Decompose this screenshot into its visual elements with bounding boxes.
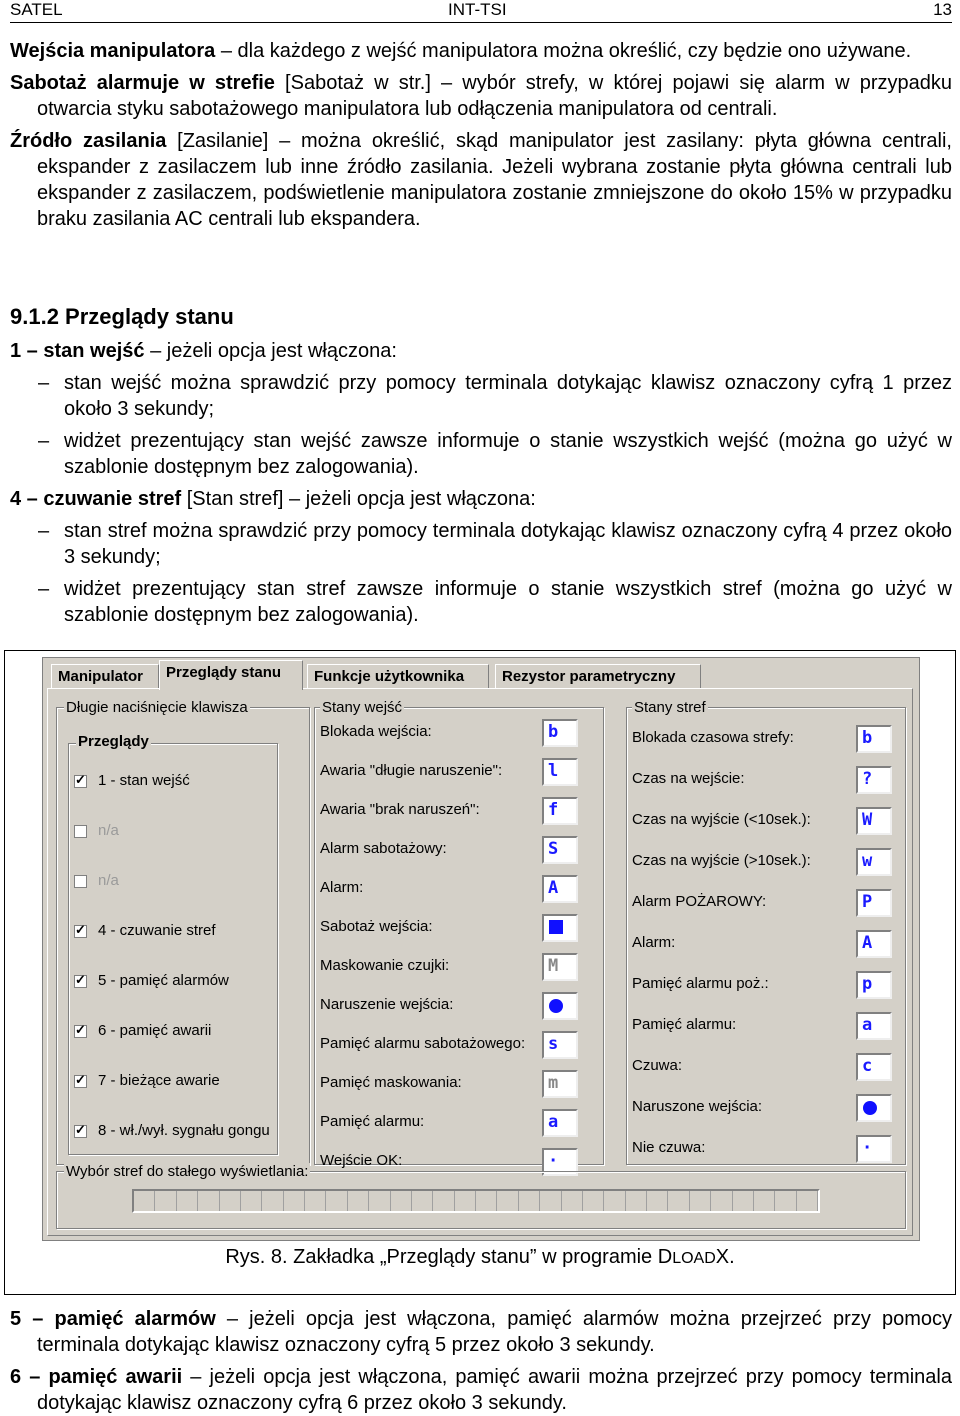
wejscia-symbol-field[interactable]: l — [542, 758, 578, 786]
partition-cell[interactable] — [391, 1191, 412, 1211]
group-stany-wejsc-label: Stany wejść — [322, 699, 403, 716]
para-zasilanie: Źródło zasilania [Zasilanie] – można określić, skąd manipulator jest zasilany: płyta główna centrali, ekspander z zasilaczem lub inne źródło zasilania. Jeżeli wybrana zostanie płyta główna centrali lub ekspander z zasilaczem, podświetlenie manipulatora zostanie zmniejszone do około 15% w przypadku braku zasilania AC centrali lub ekspandera. — [10, 130, 952, 230]
partition-strip[interactable] — [132, 1189, 820, 1213]
strefy-state-label: Czas na wyjście (>10sek.): — [632, 852, 811, 869]
checkbox-label: 5 - pamięć alarmów — [98, 972, 229, 989]
wejscia-symbol-field[interactable] — [542, 992, 578, 1020]
partition-cell[interactable] — [262, 1191, 283, 1211]
group-przeglady-label: Przeglądy — [78, 733, 149, 750]
checkbox-8[interactable] — [74, 1125, 87, 1138]
wejscia-state-label: Blokada wejścia: — [320, 723, 432, 740]
strefy-symbol-field[interactable]: c — [856, 1053, 892, 1081]
strefy-symbol-field[interactable]: ? — [856, 766, 892, 794]
wejscia-symbol-field[interactable]: · — [542, 1148, 578, 1176]
intro-block — [10, 38, 952, 232]
checkbox-6[interactable] — [74, 1025, 87, 1038]
wejscia-state-label: Maskowanie czujki: — [320, 957, 450, 974]
partition-cell[interactable] — [241, 1191, 262, 1211]
wejscia-symbol-field[interactable] — [542, 914, 578, 942]
checkbox-3 — [74, 875, 87, 888]
strefy-state-label: Czas na wejście: — [632, 770, 745, 787]
partition-cell[interactable] — [540, 1191, 561, 1211]
checkbox-1[interactable] — [74, 775, 87, 788]
partition-cell[interactable] — [604, 1191, 625, 1211]
checkbox-label: n/a — [98, 822, 119, 839]
para-sabotaz: Sabotaż alarmuje w strefie [Sabotaż w str.] – wybór strefy, w której pojawi się alarm w przypadku otwarcia styku sabotażowego manipulatora lub odłączenia manipulatora od centrali. — [10, 72, 952, 120]
strefy-state-label: Naruszone wejścia: — [632, 1098, 763, 1115]
strefy-state-label: Czuwa: — [632, 1057, 683, 1074]
strefy-symbol-field[interactable]: a — [856, 1012, 892, 1040]
dloadx-window — [42, 657, 920, 1241]
checkbox-label: 7 - bieżące awarie — [98, 1072, 220, 1089]
strefy-symbol-field[interactable]: w — [856, 848, 892, 876]
wejscia-symbol-field[interactable]: f — [542, 797, 578, 825]
checkbox-2 — [74, 825, 87, 838]
strefy-symbol-field[interactable] — [856, 1094, 892, 1122]
opt6-para: 6 – pamięć awarii – jeżeli opcja jest włączona, pamięć awarii można przejrzeć przy pomocy terminala dotykając klawisz oznaczony cyfrą 6 przez około 3 sekundy. — [10, 1366, 952, 1414]
strefy-symbol-field[interactable]: b — [856, 725, 892, 753]
checkbox-5[interactable] — [74, 975, 87, 988]
wejscia-symbol-field[interactable]: a — [542, 1109, 578, 1137]
select-partitions-label: Wybór stref do stałego wyświetlania: — [66, 1163, 309, 1180]
wejscia-state-label: Pamięć maskowania: — [320, 1074, 462, 1091]
strefy-state-label: Pamięć alarmu: — [632, 1016, 737, 1033]
partition-cell[interactable] — [177, 1191, 198, 1211]
strefy-symbol-field[interactable]: W — [856, 807, 892, 835]
wejscia-state-label: Naruszenie wejścia: — [320, 996, 454, 1013]
partition-cell[interactable] — [668, 1191, 689, 1211]
page-header — [10, 0, 952, 23]
tab-manipulator[interactable]: Manipulator — [51, 664, 159, 688]
partition-cell[interactable] — [797, 1191, 818, 1211]
wejscia-symbol-field[interactable]: b — [542, 719, 578, 747]
partition-cell[interactable] — [733, 1191, 754, 1211]
partition-cell[interactable] — [348, 1191, 369, 1211]
opt4-line: 4 – czuwanie stref [Stan stref] – jeżeli opcja jest włączona: — [10, 488, 536, 510]
wejscia-symbol-field[interactable]: m — [542, 1070, 578, 1098]
strefy-state-label: Pamięć alarmu poż.: — [632, 975, 769, 992]
partition-cell[interactable] — [583, 1191, 604, 1211]
strefy-state-label: Alarm POŻAROWY: — [632, 893, 767, 910]
partition-cell[interactable] — [433, 1191, 454, 1211]
partition-cell[interactable] — [775, 1191, 796, 1211]
partition-cell[interactable] — [626, 1191, 647, 1211]
wejscia-state-label: Alarm sabotażowy: — [320, 840, 447, 857]
wejscia-state-label: Wejście OK: — [320, 1152, 403, 1169]
group-przeglady — [68, 743, 278, 1155]
wejscia-state-label: Pamięć alarmu: — [320, 1113, 425, 1130]
wejscia-symbol-field[interactable]: S — [542, 836, 578, 864]
strefy-state-label: Alarm: — [632, 934, 676, 951]
strefy-state-label: Blokada czasowa strefy: — [632, 729, 794, 746]
checkbox-label: n/a — [98, 872, 119, 889]
checkbox-4[interactable] — [74, 925, 87, 938]
tab-panel — [47, 688, 913, 1236]
header-brand: SATEL — [10, 0, 63, 19]
wejscia-symbol-field[interactable]: s — [542, 1031, 578, 1059]
checkbox-label: 1 - stan wejść — [98, 772, 190, 789]
strefy-state-label: Nie czuwa: — [632, 1139, 706, 1156]
section-title: 9.1.2 Przeglądy stanu — [10, 304, 234, 329]
checkbox-label: 4 - czuwanie stref — [98, 922, 216, 939]
partition-cell[interactable] — [476, 1191, 497, 1211]
partition-cell[interactable] — [198, 1191, 219, 1211]
tab-przeglady-stanu[interactable]: Przeglądy stanu — [159, 660, 303, 690]
header-product: INT-TSI — [448, 0, 507, 19]
partition-cell[interactable] — [754, 1191, 775, 1211]
strefy-symbol-field[interactable]: p — [856, 971, 892, 999]
checkbox-7[interactable] — [74, 1075, 87, 1088]
partition-cell[interactable] — [305, 1191, 326, 1211]
para-wejscia: Wejścia manipulatora – dla każdego z wejść manipulatora można określić, czy będzie ono używane. — [10, 40, 912, 62]
wejscia-state-label: Awaria "brak naruszeń": — [320, 801, 480, 818]
partition-cell[interactable] — [155, 1191, 176, 1211]
partition-cell[interactable] — [220, 1191, 241, 1211]
wejscia-state-label: Awaria "długie naruszenie": — [320, 762, 503, 779]
partition-cell[interactable] — [134, 1191, 155, 1211]
tab-rezystor-parametryczny[interactable]: Rezystor parametryczny — [495, 664, 701, 688]
strefy-symbol-field[interactable]: A — [856, 930, 892, 958]
strefy-state-label: Czas na wyjście (<10sek.): — [632, 811, 811, 828]
wejscia-symbol-field[interactable]: M — [542, 953, 578, 981]
strefy-symbol-field[interactable]: · — [856, 1135, 892, 1163]
partition-cell[interactable] — [412, 1191, 433, 1211]
partition-cell[interactable] — [690, 1191, 711, 1211]
wejscia-state-label: Pamięć alarmu sabotażowego: — [320, 1035, 526, 1052]
header-page-number: 13 — [933, 0, 952, 19]
partition-cell[interactable] — [369, 1191, 390, 1211]
wejscia-state-label: Sabotaż wejścia: — [320, 918, 433, 935]
strefy-symbol-field[interactable]: P — [856, 889, 892, 917]
wejscia-state-label: Alarm: — [320, 879, 364, 896]
checkbox-label: 8 - wł./wył. sygnału gongu — [98, 1122, 270, 1139]
checkbox-label: 6 - pamięć awarii — [98, 1022, 212, 1039]
wejscia-symbol-field[interactable]: A — [542, 875, 578, 903]
tab-funkcje-uzytkownika[interactable]: Funkcje użytkownika — [307, 664, 489, 688]
partition-cell[interactable] — [284, 1191, 305, 1211]
partition-cell[interactable] — [326, 1191, 347, 1211]
opt1-line: 1 – stan wejść – jeżeli opcja jest włączona: — [10, 340, 397, 362]
figure-caption: Rys. 8. Zakładka „Przeglądy stanu” w programie DLOADX. — [225, 1246, 735, 1268]
partition-cell[interactable] — [497, 1191, 518, 1211]
partition-cell[interactable] — [647, 1191, 668, 1211]
partition-cell[interactable] — [562, 1191, 583, 1211]
partition-cell[interactable] — [711, 1191, 732, 1211]
group-long-press-label: Długie naciśnięcie klawisza — [66, 699, 248, 716]
partition-cell[interactable] — [455, 1191, 476, 1211]
group-stany-stref-label: Stany stref — [634, 699, 706, 716]
partition-cell[interactable] — [519, 1191, 540, 1211]
opt5-para: 5 – pamięć alarmów – jeżeli opcja jest włączona, pamięć alarmów można przejrzeć przy pomocy terminala dotykając klawisz oznaczony cyfrą 5 przez około 3 sekundy. — [10, 1308, 953, 1356]
